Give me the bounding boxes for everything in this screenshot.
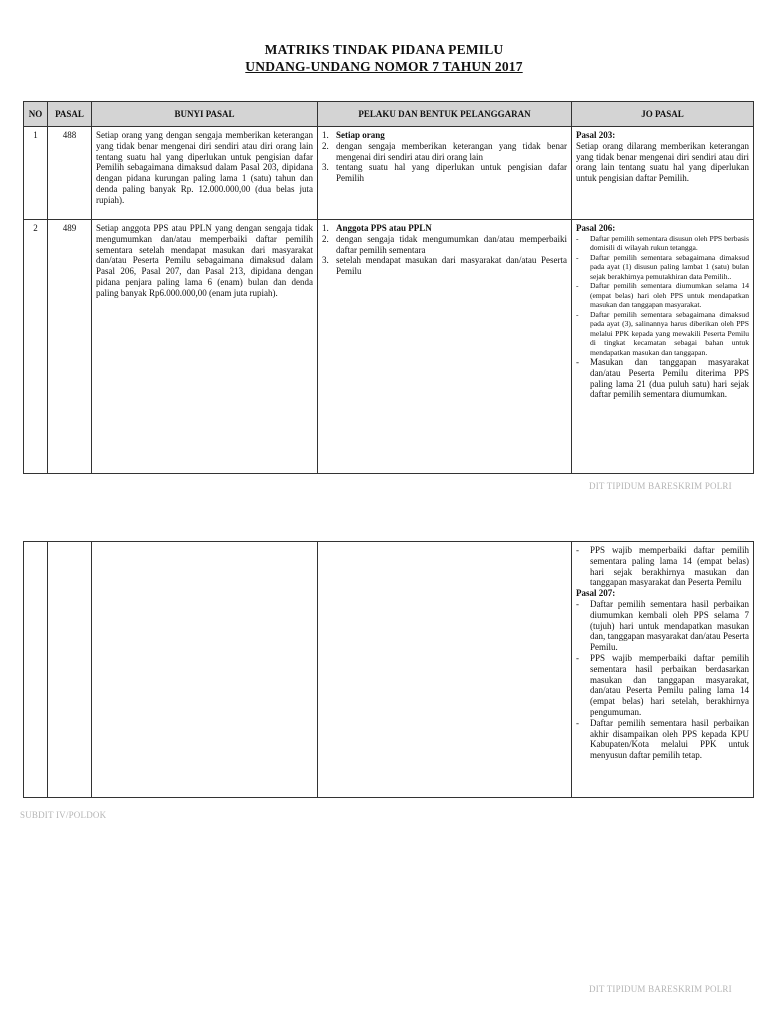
- row-jo-pasal: [572, 127, 754, 220]
- item-text: PPS wajib memperbaiki daftar pemilih sementara hasil perbaikan berdasarkan masukan dan tanggapan masyarakat, dan/atau Peserta Pemilu paling lama 14 (empat belas) hari setelah, berakhirnya pengumuman.: [590, 652, 749, 717]
- item-text: PPS wajib memperbaiki daftar pemilih sementara paling lama 14 (empat belas) hari sejak berakhirnya masukan dan tanggapan masyarakat dan Peserta Pemilu: [590, 545, 749, 588]
- row-pasal: [48, 542, 92, 798]
- item-text: Daftar pemilih sementara hasil perbaikan diumumkan kembali oleh PPS selama 7 (tujuh) hari untuk mendapatkan masukan dan, tanggapan masyarakat dan/atau Peserta Pemilu.: [590, 598, 749, 653]
- list-item: [322, 255, 567, 277]
- list-item: [576, 310, 749, 357]
- list-item: [576, 718, 749, 761]
- list-item: [322, 162, 567, 184]
- jo-pasal-text: Setiap orang dilarang memberikan keterangan yang tidak benar mengenai diri sendiri atau diri orang lain tentang suatu hal yang diperlukan untuk pengisian daftar Pemilih.: [576, 140, 749, 184]
- table-row: [24, 127, 754, 220]
- item-text: Daftar pemilih sementara disusun oleh PPS berbasis domisili di wilayah rukun tetangga.: [590, 233, 749, 253]
- row-bunyi: Setiap orang yang dengan sengaja memberikan keterangan yang tidak benar mengenai diri sendiri atau diri orang lain tentang suatu hal yang diperlukan untuk pengisian dafar Pemilih sebagaimana dimaksud dalam Pasal 203, dipidana dengan pidana kurungan paling lama 1 (satu) tahun dan denda paling banyak Rp. 12.000.000,00 (dua belas juta rupiah).: [92, 127, 318, 220]
- document-subtitle: UNDANG-UNDANG NOMOR 7 TAHUN 2017: [245, 59, 523, 74]
- list-item: [576, 281, 749, 309]
- pelaku-list: [322, 130, 567, 184]
- dash-bullet: -: [576, 357, 579, 368]
- continuation-table: [23, 541, 754, 798]
- list-item: [322, 141, 567, 163]
- list-item: [576, 357, 749, 400]
- dash-bullet: -: [576, 545, 579, 555]
- item-text: Setiap orang: [336, 130, 385, 140]
- row-bunyi: [92, 542, 318, 798]
- page-footer: DIT TIPIDUM BARESKRIM POLRI: [589, 984, 732, 994]
- row-bunyi: Setiap anggota PPS atau PPLN yang dengan sengaja tidak mengumumkan dan/atau memperbaiki daftar pemilih sementara setelah mendapat masukan dari masyarakat dan/atau Peserta Pemilu sebagaimana dimaksud dalam Pasal 206, Pasal 207, dan Pasal 213, dipidana dengan pidana penjara paling lama 6 (enam) bulan dan denda paling banyak Rp6.000.000,00 (enam juta rupiah).: [92, 220, 318, 474]
- table-row: [24, 220, 754, 474]
- document-title: MATRIKS TINDAK PIDANA PEMILU: [264, 42, 504, 57]
- header-jo-pasal: JO PASAL: [572, 102, 754, 127]
- item-text: Daftar pemilih sementara hasil perbaikan akhir disampaikan oleh PPS kepada KPU Kabupaten/Kota melalui PPK untuk menyusun daftar pemilih tetap.: [590, 717, 749, 761]
- row-jo-pasal: [572, 542, 754, 798]
- item-text: Daftar pemilih sementara sebagaimana dimaksud pada ayat (1) disusun paling lambat 1 (satu) bulan sejak berakhirnya pemutakhiran data Pemilih..: [590, 252, 749, 281]
- jo-pasal-list: [576, 545, 749, 588]
- item-text: Daftar pemilih sementara diumumkan selama 14 (empat belas) hari oleh PPS untuk mendapatkan masukan dan tanggapan masyarakat.: [590, 281, 749, 310]
- list-item: [322, 130, 567, 141]
- item-number: 1.: [322, 130, 329, 140]
- header-pasal: PASAL: [48, 102, 92, 127]
- item-number: 3.: [322, 255, 329, 266]
- page-footer: SUBDIT IV/POLDOK: [20, 810, 107, 820]
- dash-bullet: -: [576, 281, 579, 291]
- row-pelaku: [318, 127, 572, 220]
- list-item: [576, 653, 749, 718]
- header-bunyi-pasal: BUNYI PASAL: [92, 102, 318, 127]
- list-item: [322, 234, 567, 256]
- jo-pasal-list: [576, 234, 749, 400]
- row-no: 2: [24, 220, 48, 474]
- jo-pasal-title: Pasal 206:: [576, 223, 616, 233]
- header-pelaku: PELAKU DAN BENTUK PELANGGARAN: [318, 102, 572, 127]
- dash-bullet: -: [576, 598, 579, 609]
- page-footer: DIT TIPIDUM BARESKRIM POLRI: [589, 481, 732, 491]
- item-text: tentang suatu hal yang diperlukan untuk pengisian dafar Pemilih: [336, 162, 567, 184]
- dash-bullet: -: [576, 252, 579, 262]
- list-item: [576, 599, 749, 653]
- list-item: [322, 223, 567, 234]
- dash-bullet: -: [576, 309, 579, 319]
- item-text: setelah mendapat masukan dari masyarakat dan/atau Peserta Pemilu: [336, 255, 567, 277]
- item-text: Anggota PPS atau PPLN: [336, 223, 432, 233]
- row-pasal: 489: [48, 220, 92, 474]
- table-row: [24, 542, 754, 798]
- matrix-table: [23, 101, 754, 474]
- table-header-row: [24, 102, 754, 127]
- item-number: 2.: [322, 140, 329, 151]
- list-item: [576, 234, 749, 253]
- list-item: [576, 253, 749, 281]
- pelaku-list: [322, 223, 567, 277]
- dash-bullet: -: [576, 652, 579, 663]
- item-text: dengan sengaja memberikan keterangan yang tidak benar mengenai diri sendiri atau diri orang lain: [336, 140, 567, 162]
- row-no: 1: [24, 127, 48, 220]
- jo-pasal-title: Pasal 207:: [576, 588, 616, 599]
- dash-bullet: -: [576, 717, 579, 728]
- row-pelaku: [318, 542, 572, 798]
- item-number: 1.: [322, 223, 329, 233]
- row-pelaku: [318, 220, 572, 474]
- item-number: 2.: [322, 233, 329, 244]
- row-no: [24, 542, 48, 798]
- jo-pasal-list: [576, 599, 749, 761]
- dash-bullet: -: [576, 233, 579, 243]
- jo-pasal-title: Pasal 203:: [576, 130, 616, 140]
- row-jo-pasal: [572, 220, 754, 474]
- item-number: 3.: [322, 162, 329, 173]
- row-pasal: 488: [48, 127, 92, 220]
- item-text: dengan sengaja tidak mengumumkan dan/atau memperbaiki daftar pemilih sementara: [336, 233, 567, 255]
- item-text: Daftar pemilih sementara sebagaimana dimaksud pada ayat (3), salinannya harus diberikan oleh PPS melalui PPK kepada yang mewakili Peserta Pemilu di tingkat kecamatan sebagai bahan untuk mendapatkan masukan dan tanggapan.: [590, 309, 749, 357]
- list-item: [576, 545, 749, 588]
- item-text: Masukan dan tanggapan masyarakat dan/atau Peserta Pemilu diterima PPS paling lama 21 (dua puluh satu) hari sejak daftar pemilih sementara diumumkan.: [590, 357, 749, 400]
- header-no: NO: [24, 102, 48, 127]
